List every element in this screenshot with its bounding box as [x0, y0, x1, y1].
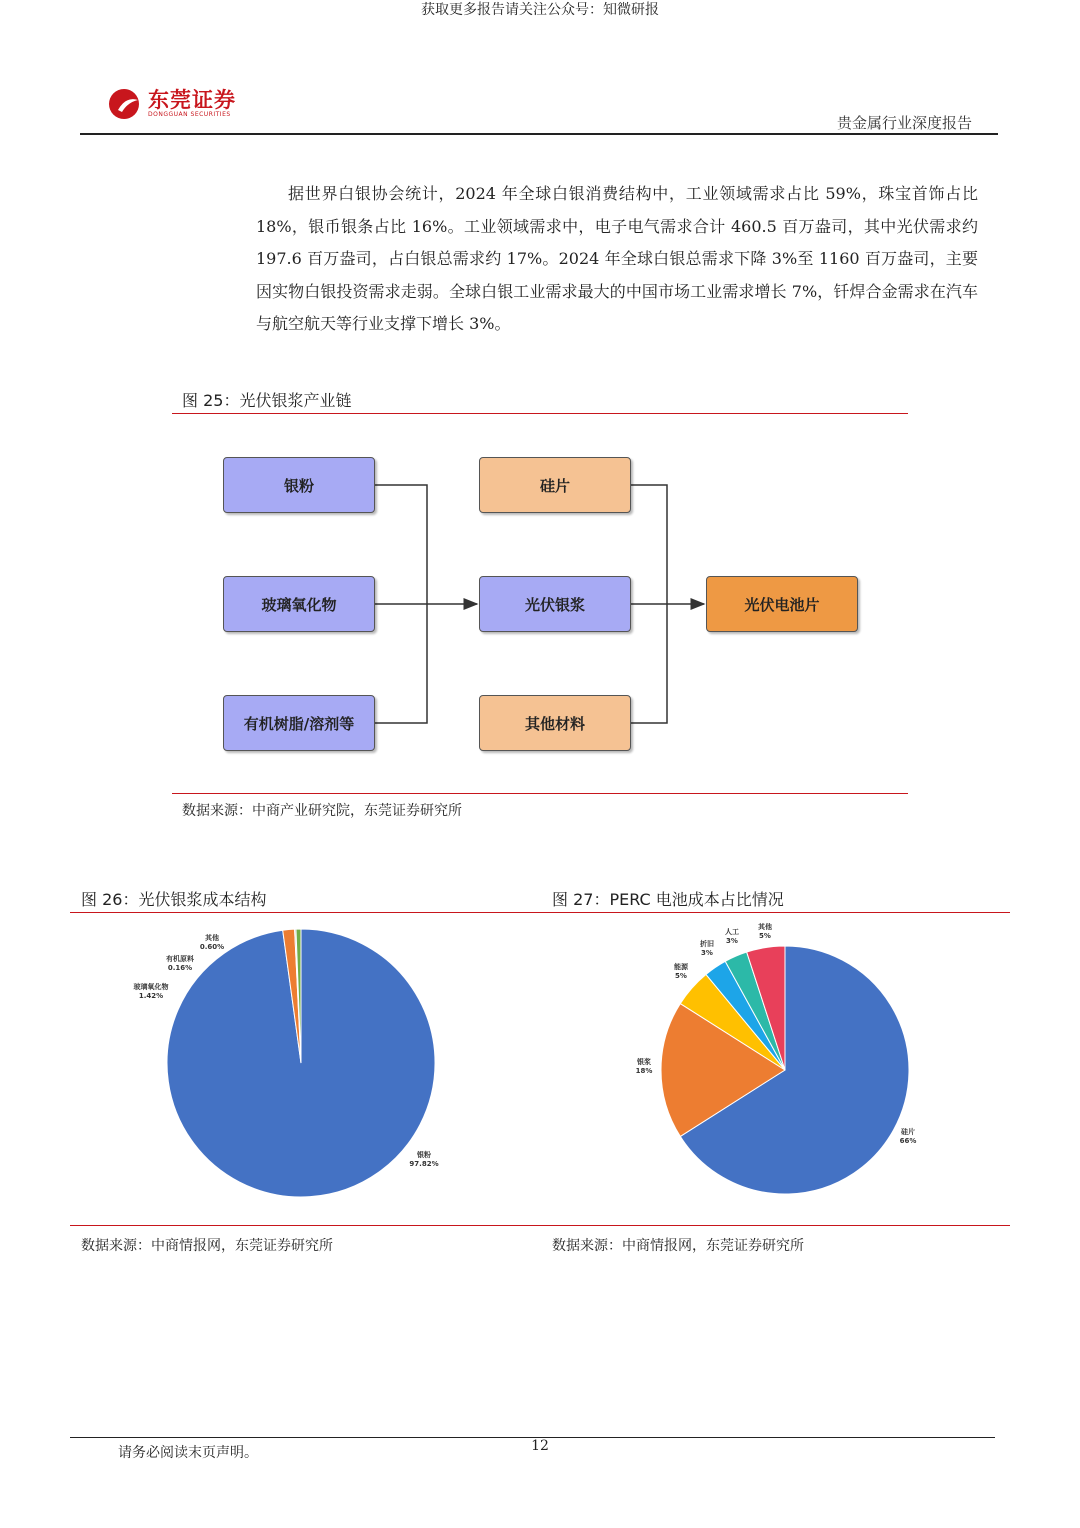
body-paragraph: 据世界白银协会统计，2024 年全球白银消费结构中，工业领域需求占比 59%，珠宝首饰占比 18%，银币银条占比 16%。工业领域需求中，电子电气需求合计 460.5 百万盎司，其中光伏需求约 197.6 百万盎司，占白银总需求约 17%。2024 年全球白银总需求下降 3%至 1160 百万盎司，主要因实物白银投资需求走弱。全球白银工业需求最大的中国市场工业需求增长 7%，钎焊合金需求在汽车与航空航天等行业支撑下增长 3%。 [256, 184, 978, 333]
node-silver-powder: 银粉 [223, 457, 375, 513]
pie2-value-3: 3% [701, 949, 713, 957]
page-number: 12 [531, 1438, 549, 1454]
pie2-label-2: 能源 [674, 963, 688, 971]
promo-note: 获取更多报告请关注公众号：知微研报 [421, 2, 659, 18]
fig26-source: 数据来源：中商情报网，东莞证券研究所 [81, 1238, 333, 1254]
pie2-value-4: 3% [726, 937, 738, 945]
pie1-value-0: 97.82% [409, 1160, 439, 1168]
pie2-value-5: 5% [759, 932, 771, 940]
pie1-value-2: 0.16% [167, 964, 193, 972]
pie1-label-2: 有机原料 [166, 955, 194, 963]
pie2-value-0: 66% [899, 1137, 917, 1145]
pie2-value-2: 5% [675, 972, 687, 980]
pie1-label-1: 玻璃氧化物 [133, 983, 169, 991]
node-pv-silver-paste: 光伏银浆 [479, 576, 631, 632]
disclaimer-note: 请务必阅读末页声明。 [118, 1445, 258, 1461]
pie2-value-1: 18% [635, 1067, 653, 1075]
pie-chart-silver-paste-cost [134, 929, 439, 1197]
node-pv-cell: 光伏电池片 [706, 576, 858, 632]
pie-chart-perc-cost [636, 922, 917, 1194]
pie2-label-4: 人工 [725, 928, 739, 936]
fig25-source: 数据来源：中商产业研究院，东莞证券研究所 [182, 803, 462, 819]
pie1-value-1: 1.42% [138, 992, 164, 1000]
pie2-label-1: 银浆 [637, 1058, 651, 1066]
report-type: 贵金属行业深度报告 [836, 114, 972, 132]
fig27-title: 图 27：PERC 电池成本占比情况 [552, 890, 784, 909]
pie1-label-0: 银粉 [417, 1151, 431, 1159]
node-resin-solvent: 有机树脂/溶剂等 [223, 695, 375, 751]
pie2-label-0: 硅片 [901, 1128, 915, 1136]
pie1-value-3: 0.60% [199, 943, 225, 951]
node-other-materials: 其他材料 [479, 695, 631, 751]
fig25-title: 图 25：光伏银浆产业链 [182, 391, 352, 410]
pie2-label-3: 折旧 [700, 940, 714, 948]
fig27-source: 数据来源：中商情报网，东莞证券研究所 [552, 1238, 804, 1254]
fig26-bottom-rule [70, 1225, 540, 1226]
fig27-bottom-rule [540, 1225, 1010, 1226]
node-silicon-wafer: 硅片 [479, 457, 631, 513]
pie2-label-5: 其他 [758, 923, 772, 931]
logo-text: 东莞证券 [148, 87, 236, 112]
node-glass-oxide: 玻璃氧化物 [223, 576, 375, 632]
fig26-title: 图 26：光伏银浆成本结构 [81, 890, 267, 909]
pie1-label-3: 其他 [205, 934, 219, 942]
logo-subtext: DONGGUAN SECURITIES [148, 111, 231, 118]
